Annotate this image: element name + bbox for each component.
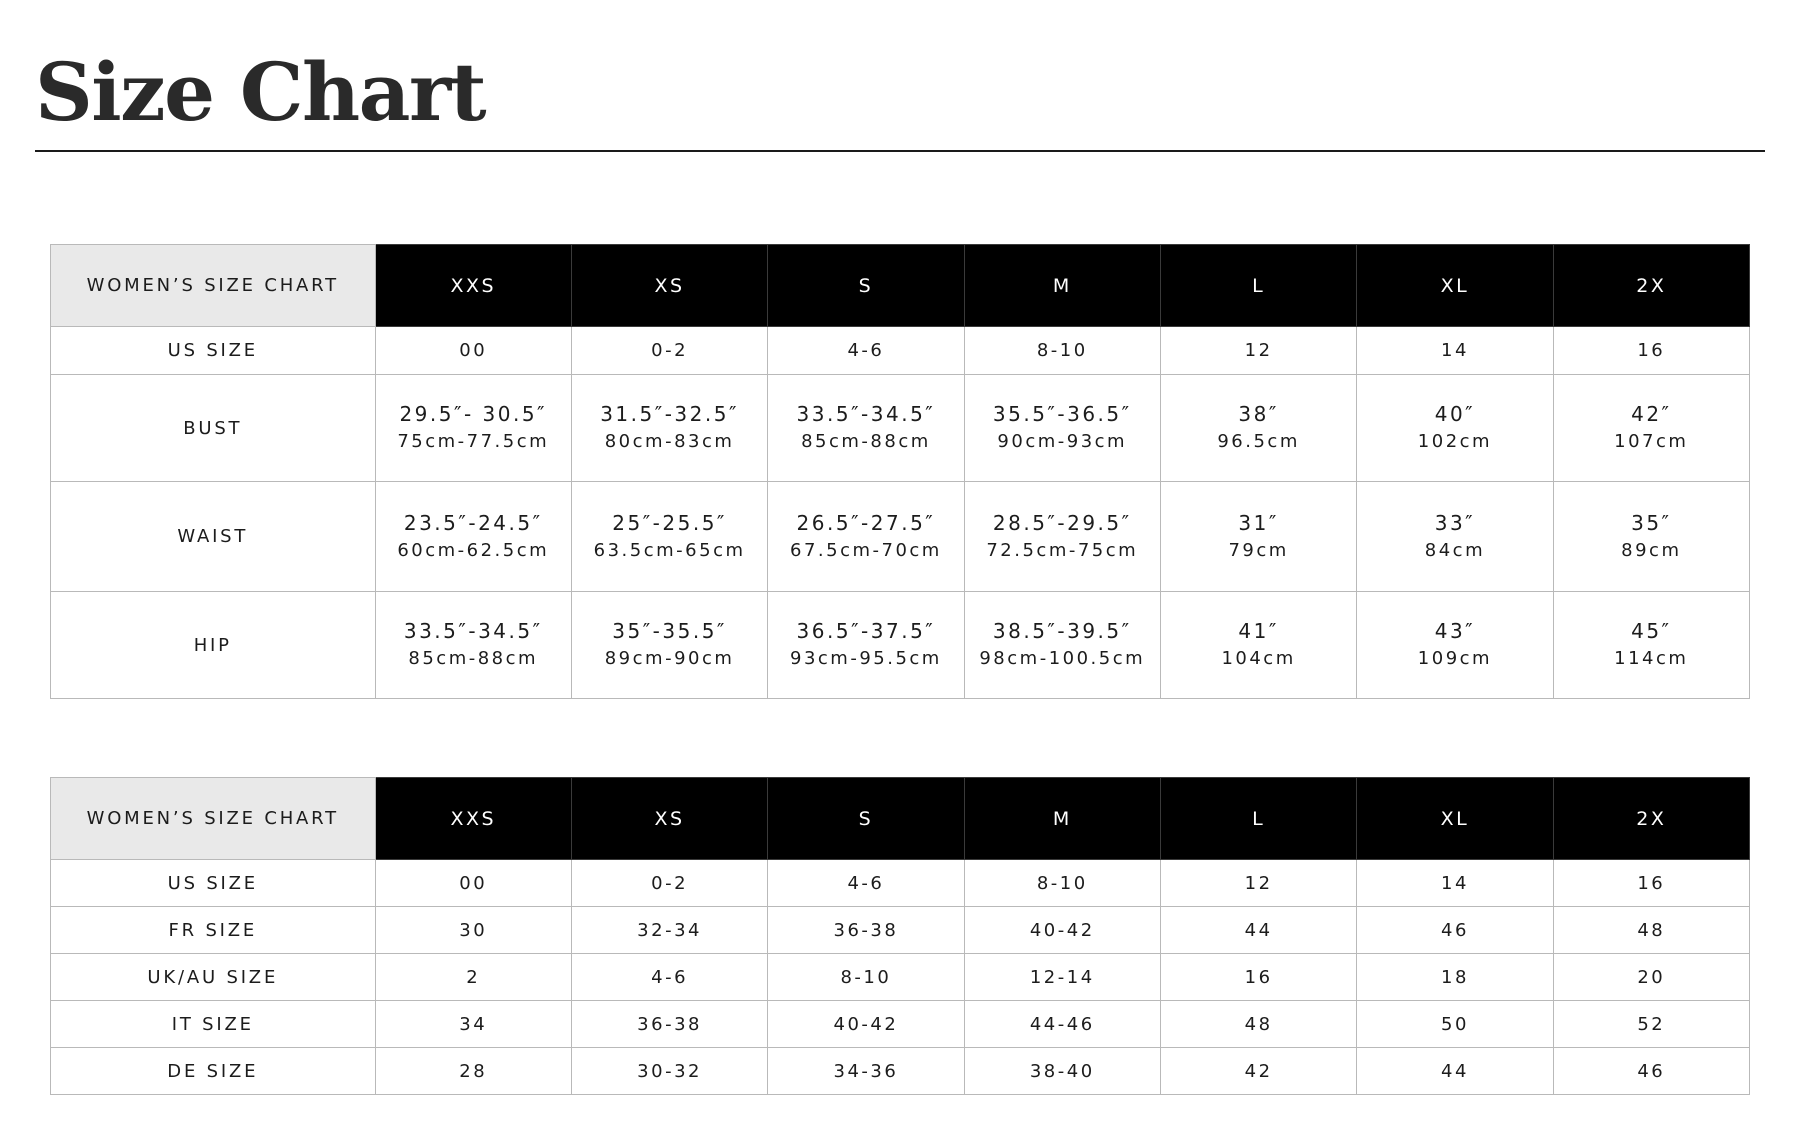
cm-value: 84cm [1424, 539, 1486, 561]
cm-value: 85cm-88cm [408, 648, 539, 669]
measurement-size-table [50, 244, 1750, 699]
inch-value: 38″ [1238, 402, 1279, 426]
table-cell [1553, 482, 1749, 592]
inch-value: 23.5″-24.5″ [403, 510, 543, 535]
inch-value: 43″ [1434, 619, 1476, 643]
row-label: BUST [51, 375, 376, 482]
table-cell: 00 [375, 327, 571, 375]
table-cell: 48 [1553, 907, 1749, 954]
size-header-xl: XL [1357, 778, 1553, 860]
cm-value: 72.5cm-75cm [986, 539, 1139, 561]
table-row-hip [51, 592, 1750, 699]
inch-value: 25″-25.5″ [612, 510, 727, 535]
row-label: IT SIZE [51, 1001, 376, 1048]
table-cell [964, 592, 1160, 699]
inch-value: 41″ [1238, 619, 1279, 643]
table-cell: 4-6 [571, 954, 767, 1001]
row-label: US SIZE [51, 860, 376, 907]
table-cell: 36-38 [768, 907, 964, 954]
table-cell: 00 [375, 860, 571, 907]
table-cell: 34 [375, 1001, 571, 1048]
inch-value: 42″ [1631, 402, 1672, 426]
size-header-m: M [964, 245, 1160, 327]
table-cell: 46 [1357, 907, 1553, 954]
size-header-xs: XS [571, 245, 767, 327]
cm-value: 75cm-77.5cm [397, 431, 550, 452]
table-cell [1160, 482, 1356, 592]
table-cell: 32-34 [571, 907, 767, 954]
row-label: FR SIZE [51, 907, 376, 954]
size-header-xl: XL [1357, 245, 1553, 327]
size-header-xxs: XXS [375, 778, 571, 860]
table-header-row [51, 778, 1750, 860]
table-cell [571, 482, 767, 592]
cm-value: 63.5cm-65cm [593, 539, 746, 561]
table-row-fr-size [51, 907, 1750, 954]
table-row-us-size [51, 327, 1750, 375]
table-cell: 14 [1357, 860, 1553, 907]
cm-value: 102cm [1417, 431, 1493, 452]
table-cell [375, 482, 571, 592]
cm-value: 60cm-62.5cm [397, 539, 550, 561]
table-cell [1160, 375, 1356, 482]
table-cell: 28 [375, 1048, 571, 1095]
inch-value: 35″ [1631, 510, 1672, 535]
inch-value: 29.5″- 30.5″ [399, 402, 548, 426]
table-cell: 14 [1357, 327, 1553, 375]
cm-value: 109cm [1417, 648, 1493, 669]
table-cell: 4-6 [768, 327, 964, 375]
table-cell [1357, 375, 1553, 482]
table-cell: 8-10 [964, 860, 1160, 907]
row-label: US SIZE [51, 327, 376, 375]
cm-value: 93cm-95.5cm [790, 648, 942, 669]
table-cell [375, 592, 571, 699]
table-cell [375, 375, 571, 482]
inch-value: 40″ [1434, 402, 1476, 426]
size-header-l: L [1160, 778, 1356, 860]
table-cell: 0-2 [571, 860, 767, 907]
inch-value: 33.5″-34.5″ [403, 619, 543, 643]
cm-value: 90cm-93cm [997, 431, 1128, 452]
size-header-2x: 2X [1553, 778, 1749, 860]
table-cell: 8-10 [768, 954, 964, 1001]
cm-value: 89cm [1621, 539, 1682, 561]
table-cell [1160, 592, 1356, 699]
cm-value: 107cm [1614, 431, 1689, 452]
table-cell [964, 375, 1160, 482]
table-cell: 8-10 [964, 327, 1160, 375]
inch-value: 31″ [1238, 510, 1279, 535]
size-header-m: M [964, 778, 1160, 860]
table-cell: 12 [1160, 860, 1356, 907]
row-label: WAIST [51, 482, 376, 592]
inch-value: 33″ [1434, 510, 1476, 535]
table-cell: 16 [1160, 954, 1356, 1001]
table-row-us-size [51, 860, 1750, 907]
table-cell [768, 592, 964, 699]
table-cell: 16 [1553, 860, 1749, 907]
table-cell: 30 [375, 907, 571, 954]
inch-value: 33.5″-34.5″ [796, 402, 936, 426]
size-header-s: S [768, 778, 964, 860]
table-cell: 40-42 [768, 1001, 964, 1048]
table-cell: 18 [1357, 954, 1553, 1001]
table-cell: 12-14 [964, 954, 1160, 1001]
cm-value: 80cm-83cm [604, 431, 735, 452]
table-cell [1553, 592, 1749, 699]
cm-value: 67.5cm-70cm [790, 539, 942, 561]
table-cell: 52 [1553, 1001, 1749, 1048]
table-cell: 44-46 [964, 1001, 1160, 1048]
inch-value: 45″ [1631, 619, 1672, 643]
table-cell: 16 [1553, 327, 1749, 375]
table-cell: 2 [375, 954, 571, 1001]
size-header-xs: XS [571, 778, 767, 860]
table-row-it-size [51, 1001, 1750, 1048]
table-cell: 40-42 [964, 907, 1160, 954]
inch-value: 35.5″-36.5″ [992, 402, 1132, 426]
table-cell: 4-6 [768, 860, 964, 907]
table-cell: 44 [1357, 1048, 1553, 1095]
table-cell: 38-40 [964, 1048, 1160, 1095]
inch-value: 28.5″-29.5″ [992, 510, 1132, 535]
inch-value: 38.5″-39.5″ [992, 619, 1132, 643]
table-cell [768, 375, 964, 482]
size-header-s: S [768, 245, 964, 327]
table-cell: 36-38 [571, 1001, 767, 1048]
table-cell: 20 [1553, 954, 1749, 1001]
table-cell: 50 [1357, 1001, 1553, 1048]
table-cell [571, 592, 767, 699]
cm-value: 85cm-88cm [801, 431, 931, 452]
table-row-de-size [51, 1048, 1750, 1095]
size-header-l: L [1160, 245, 1356, 327]
table-cell: 0-2 [571, 327, 767, 375]
table-cell: 46 [1553, 1048, 1749, 1095]
inch-value: 36.5″-37.5″ [796, 619, 936, 643]
table-cell [1357, 592, 1553, 699]
size-header-2x: 2X [1553, 245, 1749, 327]
title-divider [35, 150, 1765, 152]
table-cell [964, 482, 1160, 592]
table-header-label: WOMEN’S SIZE CHART [51, 778, 376, 860]
row-label: HIP [51, 592, 376, 699]
table-cell: 42 [1160, 1048, 1356, 1095]
table-row-uk-au-size [51, 954, 1750, 1001]
size-header-xxs: XXS [375, 245, 571, 327]
table-header-row [51, 245, 1750, 327]
row-label: DE SIZE [51, 1048, 376, 1095]
page-title: Size Chart [35, 45, 486, 139]
inch-value: 35″-35.5″ [612, 619, 727, 643]
table-cell: 34-36 [768, 1048, 964, 1095]
cm-value: 89cm-90cm [604, 648, 735, 669]
inch-value: 31.5″-32.5″ [600, 402, 739, 426]
table-cell [768, 482, 964, 592]
cm-value: 98cm-100.5cm [979, 648, 1146, 669]
table-cell [1357, 482, 1553, 592]
cm-value: 79cm [1228, 539, 1289, 561]
cm-value: 104cm [1221, 648, 1296, 669]
table-row-waist [51, 482, 1750, 592]
table-row-bust [51, 375, 1750, 482]
conversion-size-table [50, 777, 1750, 1095]
row-label: UK/AU SIZE [51, 954, 376, 1001]
table-cell: 12 [1160, 327, 1356, 375]
table-cell: 44 [1160, 907, 1356, 954]
table-cell: 30-32 [571, 1048, 767, 1095]
table-cell: 48 [1160, 1001, 1356, 1048]
table-cell [571, 375, 767, 482]
cm-value: 96.5cm [1217, 431, 1300, 452]
inch-value: 26.5″-27.5″ [796, 510, 936, 535]
cm-value: 114cm [1614, 648, 1689, 669]
table-cell [1553, 375, 1749, 482]
table-header-label: WOMEN’S SIZE CHART [51, 245, 376, 327]
